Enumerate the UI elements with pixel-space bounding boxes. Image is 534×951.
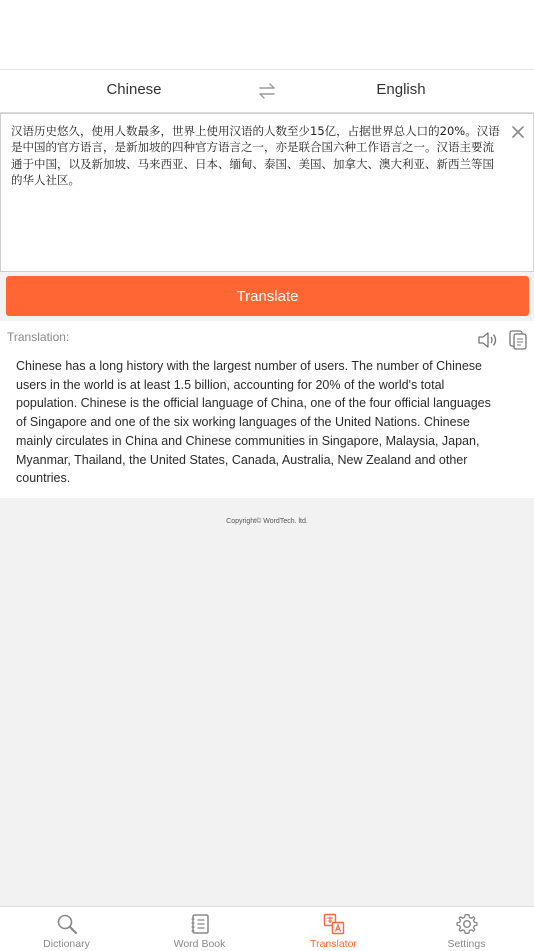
swap-arrows-icon[interactable] xyxy=(256,80,278,102)
tab-label: Dictionary xyxy=(43,938,90,950)
top-bar xyxy=(0,0,534,70)
tab-label: Translator xyxy=(310,938,357,950)
search-icon xyxy=(56,913,78,935)
tab-translator[interactable] xyxy=(267,907,400,951)
source-text-input[interactable] xyxy=(0,113,534,272)
notebook-icon xyxy=(189,913,211,935)
translate-icon xyxy=(323,913,345,935)
source-text[interactable]: 汉语历史悠久，使用人数最多，世界上使用汉语的人数至少15亿，占据世界总人口的20%。汉语是中国的官方语言，是新加坡的四种官方语言之一，亦是联合国六种工作语言之一。汉语主要流通于中国，以及新加坡、马来西亚、日本、缅甸、泰国、美国、加拿大、澳大利亚、新西兰等国的华人社区。 xyxy=(11,124,500,187)
translation-label: Translation: xyxy=(7,330,70,344)
copy-icon[interactable] xyxy=(508,329,528,351)
language-bar xyxy=(0,70,534,113)
translate-button[interactable]: Translate xyxy=(6,276,529,316)
tab-label: Word Book xyxy=(173,938,226,950)
translation-panel xyxy=(0,321,534,498)
target-language-selector[interactable]: English xyxy=(376,81,426,98)
speaker-icon[interactable] xyxy=(477,330,499,350)
gear-icon xyxy=(456,913,478,935)
bottom-tab-bar xyxy=(0,906,534,951)
copyright-text: Copyright© WordTech. ltd. xyxy=(226,518,308,525)
tab-settings[interactable] xyxy=(400,907,533,951)
source-language-selector[interactable]: Chinese xyxy=(106,81,162,98)
close-icon[interactable] xyxy=(510,124,526,140)
tab-label: Settings xyxy=(447,938,486,950)
tab-word-book[interactable] xyxy=(133,907,266,951)
tab-dictionary[interactable] xyxy=(0,907,133,951)
translation-text: Chinese has a long history with the largest number of users. The number of Chinese users in the world is at least 1.5 billion, accounting for 20% of the world's total population. Chinese is the official language of China, one of the four official languages of Singapore and one of the six working languages of the United Nations. Chinese mainly circulates in China and Chinese communities in Singapore, Malaysia, Japan, Myanmar, Thailand, the United States, Canada, Australia, New Zealand and other countries. xyxy=(16,359,491,486)
